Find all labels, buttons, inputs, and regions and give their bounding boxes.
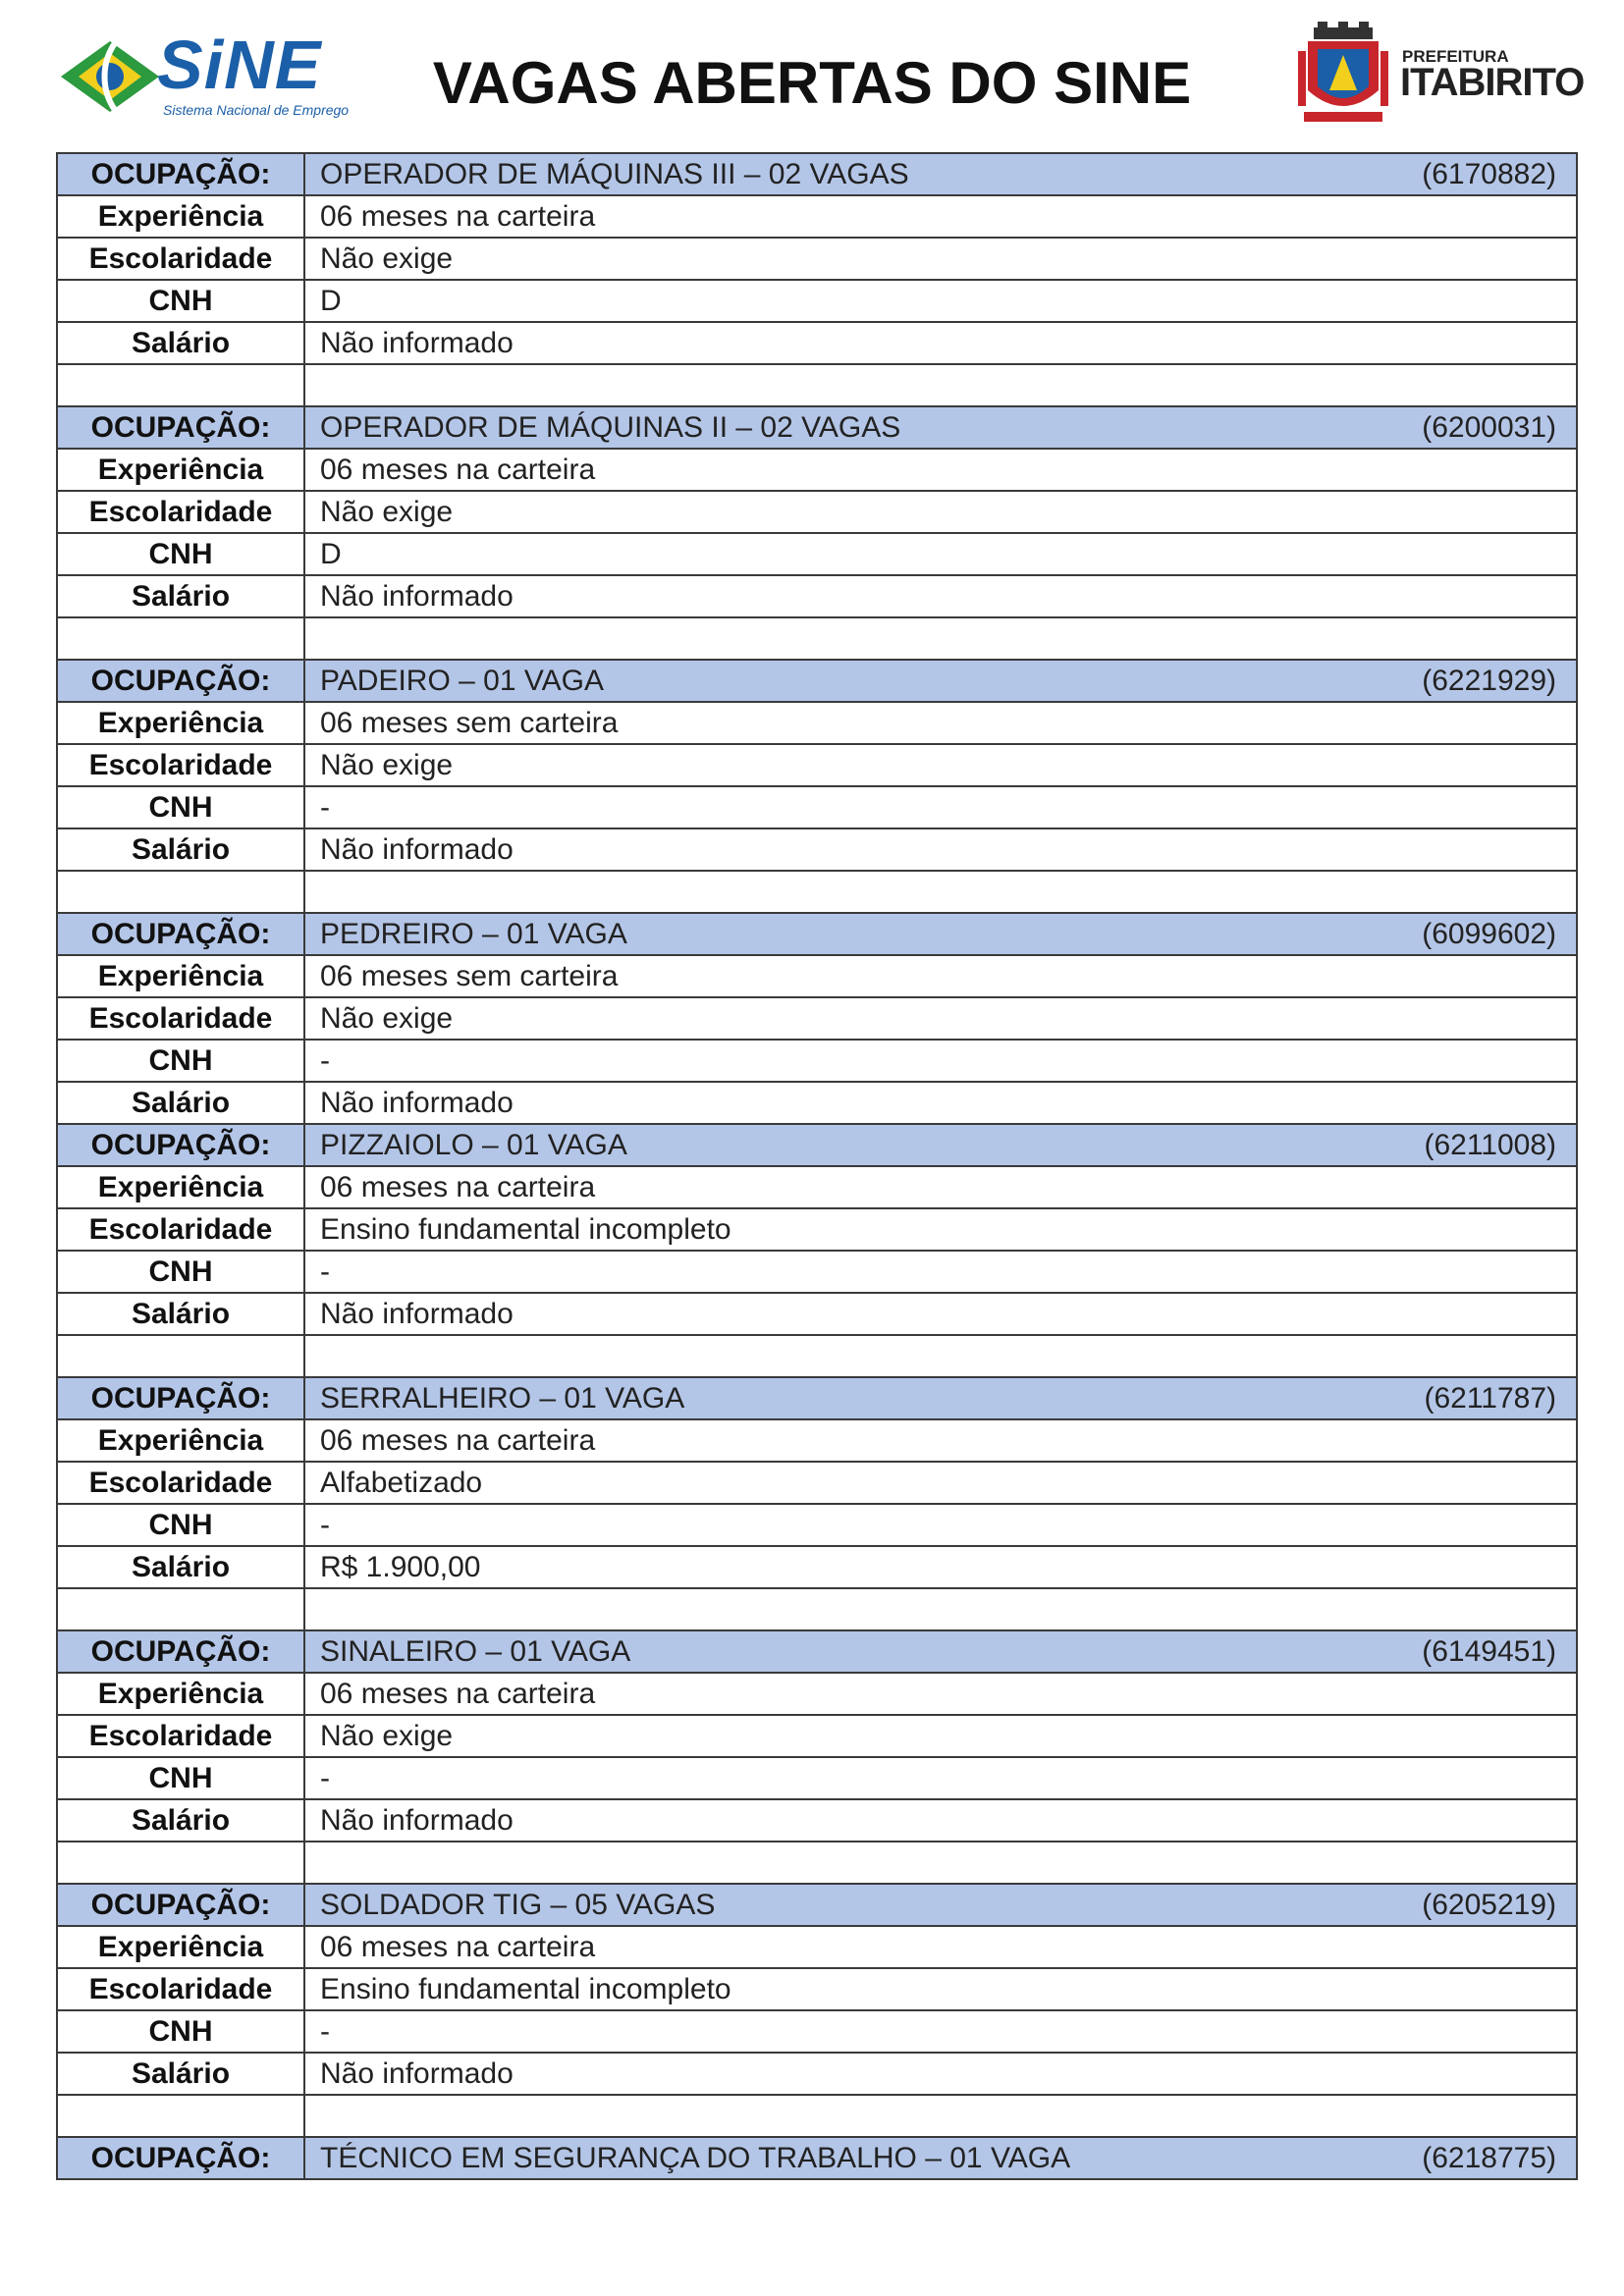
spacer-cell xyxy=(57,364,304,406)
experiencia-value: 06 meses na carteira xyxy=(304,195,1577,238)
job-title: SINALEIRO – 01 VAGA xyxy=(320,1635,631,1668)
jobs-table xyxy=(56,152,1578,2180)
salario-label: Salário xyxy=(57,575,304,617)
salario-value: Não informado xyxy=(304,1082,1577,1124)
job-title: PADEIRO – 01 VAGA xyxy=(320,665,604,697)
occupation-cell xyxy=(304,2137,1577,2179)
job-code: (6205219) xyxy=(1422,1889,1556,1921)
detail-row-salario xyxy=(57,1082,1577,1124)
spacer-row xyxy=(57,871,1577,913)
spacer-row xyxy=(57,1842,1577,1884)
detail-row-escolaridade xyxy=(57,1462,1577,1504)
cnh-value: - xyxy=(304,1040,1577,1082)
salario-value: Não informado xyxy=(304,1799,1577,1842)
spacer-cell xyxy=(304,871,1577,913)
cnh-value: - xyxy=(304,1504,1577,1546)
occupation-label: OCUPAÇÃO: xyxy=(57,913,304,955)
occupation-row xyxy=(57,1124,1577,1166)
job-code: (6211787) xyxy=(1424,1382,1556,1415)
job-code: (6218775) xyxy=(1422,2142,1556,2174)
occupation-cell xyxy=(304,1124,1577,1166)
job-code: (6149451) xyxy=(1422,1635,1556,1668)
job-title: TÉCNICO EM SEGURANÇA DO TRABALHO – 01 VAGA xyxy=(320,2142,1071,2174)
escolaridade-value: Não exige xyxy=(304,238,1577,280)
detail-row-cnh xyxy=(57,1757,1577,1799)
spacer-cell xyxy=(304,1335,1577,1377)
job-code: (6099602) xyxy=(1422,918,1556,950)
occupation-row xyxy=(57,913,1577,955)
salario-label: Salário xyxy=(57,1546,304,1588)
escolaridade-label: Escolaridade xyxy=(57,1208,304,1251)
cnh-label: CNH xyxy=(57,1757,304,1799)
experiencia-label: Experiência xyxy=(57,1166,304,1208)
cnh-value: - xyxy=(304,1757,1577,1799)
cnh-value: - xyxy=(304,786,1577,828)
detail-row-experiencia xyxy=(57,195,1577,238)
cnh-label: CNH xyxy=(57,533,304,575)
salario-value: R$ 1.900,00 xyxy=(304,1546,1577,1588)
salario-label: Salário xyxy=(57,1293,304,1335)
prefeitura-label: PREFEITURA xyxy=(1402,47,1509,66)
spacer-row xyxy=(57,1588,1577,1630)
job-code: (6211008) xyxy=(1424,1129,1556,1161)
occupation-row xyxy=(57,153,1577,195)
spacer-cell xyxy=(57,617,304,660)
page-title: VAGAS ABERTAS DO SINE xyxy=(432,50,1192,116)
spacer-cell xyxy=(57,1588,304,1630)
job-title: PIZZAIOLO – 01 VAGA xyxy=(320,1129,627,1161)
spacer-cell xyxy=(304,2095,1577,2137)
experiencia-label: Experiência xyxy=(57,1419,304,1462)
cnh-label: CNH xyxy=(57,1504,304,1546)
job-title: SOLDADOR TIG – 05 VAGAS xyxy=(320,1889,716,1921)
cnh-value: D xyxy=(304,533,1577,575)
experiencia-value: 06 meses na carteira xyxy=(304,1673,1577,1715)
experiencia-label: Experiência xyxy=(57,955,304,997)
occupation-label: OCUPAÇÃO: xyxy=(57,1377,304,1419)
job-title: PEDREIRO – 01 VAGA xyxy=(320,918,627,950)
escolaridade-label: Escolaridade xyxy=(57,491,304,533)
escolaridade-label: Escolaridade xyxy=(57,997,304,1040)
occupation-label: OCUPAÇÃO: xyxy=(57,2137,304,2179)
detail-row-experiencia xyxy=(57,449,1577,491)
occupation-cell xyxy=(304,1630,1577,1673)
city-name: ITABIRITO xyxy=(1400,61,1585,104)
spacer-row xyxy=(57,364,1577,406)
occupation-cell xyxy=(304,1377,1577,1419)
occupation-label: OCUPAÇÃO: xyxy=(57,406,304,449)
occupation-row xyxy=(57,406,1577,449)
salario-value: Não informado xyxy=(304,1293,1577,1335)
experiencia-label: Experiência xyxy=(57,1673,304,1715)
escolaridade-value: Alfabetizado xyxy=(304,1462,1577,1504)
escolaridade-value: Não exige xyxy=(304,491,1577,533)
sine-logo-subtitle: Sistema Nacional de Emprego xyxy=(163,102,350,118)
detail-row-escolaridade xyxy=(57,1715,1577,1757)
cnh-label: CNH xyxy=(57,1040,304,1082)
experiencia-value: 06 meses na carteira xyxy=(304,1419,1577,1462)
experiencia-label: Experiência xyxy=(57,702,304,744)
occupation-cell xyxy=(304,153,1577,195)
experiencia-label: Experiência xyxy=(57,1926,304,1968)
detail-row-salario xyxy=(57,1799,1577,1842)
salario-value: Não informado xyxy=(304,2053,1577,2095)
detail-row-experiencia xyxy=(57,1166,1577,1208)
salario-value: Não informado xyxy=(304,322,1577,364)
detail-row-salario xyxy=(57,828,1577,871)
spacer-cell xyxy=(304,364,1577,406)
detail-row-salario xyxy=(57,1546,1577,1588)
occupation-row xyxy=(57,2137,1577,2179)
detail-row-escolaridade xyxy=(57,744,1577,786)
salario-label: Salário xyxy=(57,322,304,364)
spacer-cell xyxy=(57,1335,304,1377)
experiencia-label: Experiência xyxy=(57,449,304,491)
detail-row-experiencia xyxy=(57,1419,1577,1462)
job-code: (6200031) xyxy=(1422,411,1556,444)
occupation-cell xyxy=(304,406,1577,449)
salario-label: Salário xyxy=(57,828,304,871)
occupation-label: OCUPAÇÃO: xyxy=(57,1124,304,1166)
detail-row-experiencia xyxy=(57,1673,1577,1715)
occupation-row xyxy=(57,1884,1577,1926)
experiencia-value: 06 meses na carteira xyxy=(304,449,1577,491)
detail-row-salario xyxy=(57,575,1577,617)
detail-row-escolaridade xyxy=(57,997,1577,1040)
job-title: OPERADOR DE MÁQUINAS II – 02 VAGAS xyxy=(320,411,901,444)
detail-row-cnh xyxy=(57,1040,1577,1082)
escolaridade-value: Não exige xyxy=(304,744,1577,786)
experiencia-value: 06 meses na carteira xyxy=(304,1166,1577,1208)
spacer-cell xyxy=(304,617,1577,660)
page-header xyxy=(0,0,1624,147)
spacer-row xyxy=(57,617,1577,660)
sine-logo-text: SiNE xyxy=(157,27,322,103)
salario-value: Não informado xyxy=(304,828,1577,871)
cnh-value: - xyxy=(304,1251,1577,1293)
cnh-value: D xyxy=(304,280,1577,322)
job-title: OPERADOR DE MÁQUINAS III – 02 VAGAS xyxy=(320,158,909,190)
escolaridade-label: Escolaridade xyxy=(57,1968,304,2010)
spacer-row xyxy=(57,2095,1577,2137)
salario-value: Não informado xyxy=(304,575,1577,617)
job-code: (6221929) xyxy=(1422,665,1556,697)
job-code: (6170882) xyxy=(1422,158,1556,190)
spacer-cell xyxy=(304,1588,1577,1630)
spacer-cell xyxy=(57,871,304,913)
occupation-cell xyxy=(304,913,1577,955)
occupation-label: OCUPAÇÃO: xyxy=(57,1884,304,1926)
cnh-value: - xyxy=(304,2010,1577,2053)
escolaridade-value: Ensino fundamental incompleto xyxy=(304,1208,1577,1251)
detail-row-experiencia xyxy=(57,955,1577,997)
salario-label: Salário xyxy=(57,1799,304,1842)
cnh-label: CNH xyxy=(57,786,304,828)
detail-row-cnh xyxy=(57,280,1577,322)
detail-row-experiencia xyxy=(57,702,1577,744)
escolaridade-label: Escolaridade xyxy=(57,238,304,280)
detail-row-salario xyxy=(57,322,1577,364)
experiencia-label: Experiência xyxy=(57,195,304,238)
occupation-cell xyxy=(304,1884,1577,1926)
detail-row-cnh xyxy=(57,786,1577,828)
occupation-row xyxy=(57,660,1577,702)
detail-row-escolaridade xyxy=(57,1208,1577,1251)
salario-label: Salário xyxy=(57,2053,304,2095)
detail-row-salario xyxy=(57,2053,1577,2095)
spacer-row xyxy=(57,1335,1577,1377)
detail-row-experiencia xyxy=(57,1926,1577,1968)
occupation-row xyxy=(57,1630,1577,1673)
detail-row-cnh xyxy=(57,533,1577,575)
escolaridade-value: Não exige xyxy=(304,997,1577,1040)
escolaridade-label: Escolaridade xyxy=(57,744,304,786)
experiencia-value: 06 meses na carteira xyxy=(304,1926,1577,1968)
experiencia-value: 06 meses sem carteira xyxy=(304,702,1577,744)
detail-row-cnh xyxy=(57,1251,1577,1293)
spacer-cell xyxy=(57,1842,304,1884)
detail-row-salario xyxy=(57,1293,1577,1335)
experiencia-value: 06 meses sem carteira xyxy=(304,955,1577,997)
cnh-label: CNH xyxy=(57,2010,304,2053)
spacer-cell xyxy=(57,2095,304,2137)
occupation-label: OCUPAÇÃO: xyxy=(57,1630,304,1673)
occupation-label: OCUPAÇÃO: xyxy=(57,660,304,702)
detail-row-escolaridade xyxy=(57,491,1577,533)
cnh-label: CNH xyxy=(57,1251,304,1293)
escolaridade-label: Escolaridade xyxy=(57,1462,304,1504)
detail-row-cnh xyxy=(57,2010,1577,2053)
detail-row-escolaridade xyxy=(57,1968,1577,2010)
escolaridade-label: Escolaridade xyxy=(57,1715,304,1757)
occupation-label: OCUPAÇÃO: xyxy=(57,153,304,195)
occupation-row xyxy=(57,1377,1577,1419)
escolaridade-value: Ensino fundamental incompleto xyxy=(304,1968,1577,2010)
cnh-label: CNH xyxy=(57,280,304,322)
detail-row-escolaridade xyxy=(57,238,1577,280)
spacer-cell xyxy=(304,1842,1577,1884)
job-title: SERRALHEIRO – 01 VAGA xyxy=(320,1382,685,1415)
escolaridade-value: Não exige xyxy=(304,1715,1577,1757)
detail-row-cnh xyxy=(57,1504,1577,1546)
salario-label: Salário xyxy=(57,1082,304,1124)
occupation-cell xyxy=(304,660,1577,702)
